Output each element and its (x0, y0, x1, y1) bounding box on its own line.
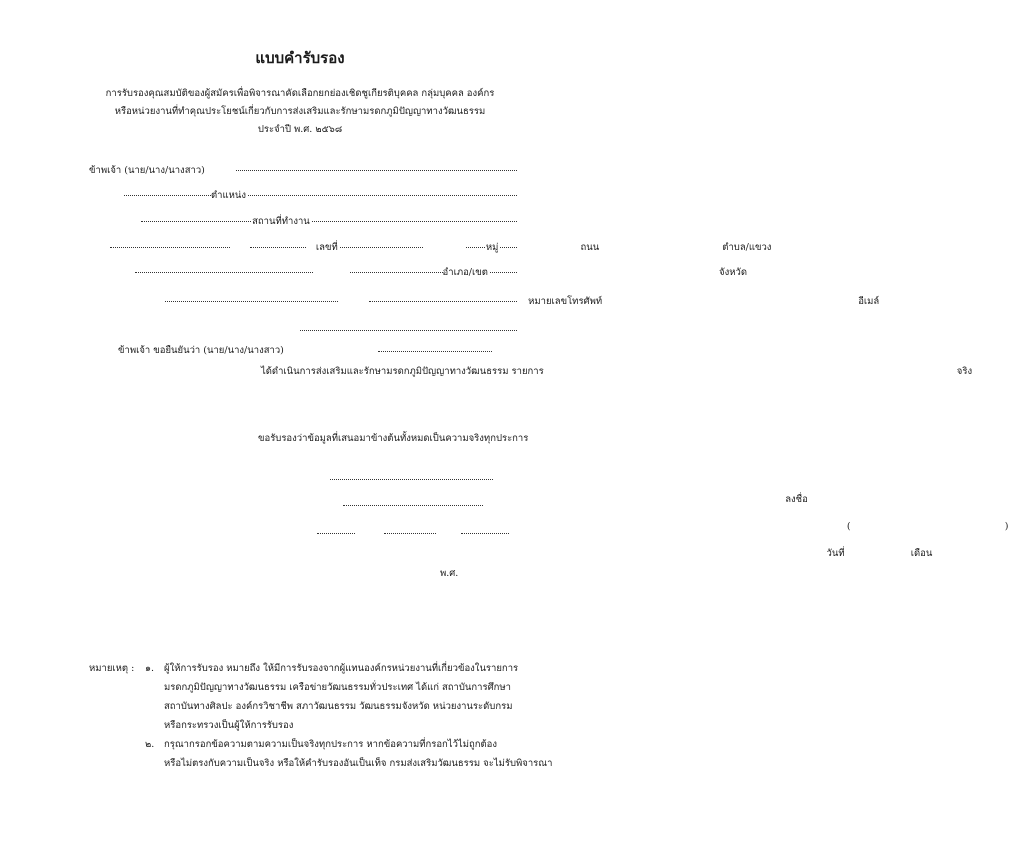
phone-field[interactable] (165, 301, 338, 302)
note-1-line-4: หรือกระทรวงเป็นผู้ให้การรับรอง (164, 720, 294, 731)
district-field[interactable] (135, 272, 313, 273)
day-field[interactable] (317, 533, 355, 534)
subdistrict-label: ตำบล/แขวง (722, 242, 772, 253)
moo-field[interactable] (250, 247, 306, 248)
true-word: จริง (956, 366, 973, 377)
note-1-line-1: ผู้ให้การรับรอง หมายถึง ให้มีการรับรองจากผู้แทนองค์กรหน่วยงานที่เกี่ยวข้องในรายการ (164, 663, 519, 674)
certify-statement: ขอรับรองว่าข้อมูลที่เสนอมาข้างต้นทั้งหมดเป็นความจริงทุกประการ (258, 433, 529, 444)
note-2-line-2: หรือไม่ตรงกับความเป็นจริง หรือให้คำรับรองอันเป็นเท็จ กรมส่งเสริมวัฒนธรรม จะไม่รับพิจารณา (164, 758, 553, 769)
paren-open: ( (846, 521, 851, 532)
note-1-line-2: มรดกภูมิปัญญาทางวัฒนธรรม เครือข่ายวัฒนธรรมทั่วประเทศ ได้แก่ สถาบันการศึกษา (164, 682, 511, 693)
workplace-field[interactable] (141, 221, 517, 222)
subtitle-line-1: การรับรองคุณสมบัติของผู้สมัครเพื่อพิจารณาคัดเลือกยกย่องเชิดชูเกียรติบุคคล กลุ่มบุคคล องค์กร (105, 88, 495, 99)
signature-field[interactable] (330, 479, 493, 480)
printed-name-field[interactable] (343, 505, 483, 506)
moo-label: หมู่ (485, 242, 499, 253)
form-title: แบบคำรับรอง (255, 49, 345, 67)
road-label: ถนน (580, 242, 600, 253)
note-1-number: ๑. (145, 663, 155, 674)
date-label: วันที่ (826, 548, 845, 559)
district-label: อำเภอ/เขต (442, 267, 488, 278)
performed-label: ได้ดำเนินการส่งเสริมและรักษามรดกภูมิปัญญาทางวัฒนธรรม รายการ (260, 366, 544, 377)
phone-label: หมายเลขโทรศัพท์ (528, 296, 603, 307)
email-field[interactable] (369, 301, 517, 302)
province-label: จังหวัด (719, 267, 747, 278)
position-label: ตำแหน่ง (210, 190, 246, 201)
workplace-label: สถานที่ทำงาน (252, 216, 310, 227)
name-label: ข้าพเจ้า (นาย/นาง/นางสาว) (89, 165, 205, 176)
notes-label: หมายเหตุ : (89, 663, 135, 674)
number-field[interactable] (110, 247, 230, 248)
name-field[interactable] (236, 170, 517, 171)
subtitle-line-3: ประจำปี พ.ศ. ๒๕๖๘ (257, 124, 343, 135)
number-label: เลขที่ (315, 242, 338, 253)
province-field[interactable] (350, 272, 517, 273)
road-field[interactable] (331, 247, 423, 248)
email-label: อีเมล์ (858, 296, 880, 307)
sign-label: ลงชื่อ (785, 494, 808, 505)
performed-item-field[interactable] (378, 351, 492, 352)
note-1-line-3: สถาบันทางศิลปะ องค์กรวิชาชีพ สภาวัฒนธรรม วัฒนธรรมจังหวัด หน่วยงานระดับกรม (164, 701, 513, 712)
note-2-number: ๒. (145, 739, 155, 750)
subtitle-line-2: หรือหน่วยงานที่ทำคุณประโยชน์เกี่ยวกับการส่งเสริมและรักษามรดกภูมิปัญญาทางวัฒนธรรม (114, 106, 486, 117)
year-label: พ.ศ. (440, 568, 459, 579)
month-label: เดือน (910, 548, 933, 559)
position-field[interactable] (124, 195, 517, 196)
year-field[interactable] (461, 533, 509, 534)
confirm-label: ข้าพเจ้า ขอยืนยันว่า (นาย/นาง/นางสาว) (118, 345, 284, 356)
paren-close: ) (1004, 521, 1009, 532)
note-2-line-1: กรุณากรอกข้อความตามความเป็นจริงทุกประการ หากข้อความที่กรอกไว้ไม่ถูกต้อง (164, 739, 497, 750)
month-field[interactable] (384, 533, 436, 534)
confirm-name-field[interactable] (300, 330, 517, 331)
